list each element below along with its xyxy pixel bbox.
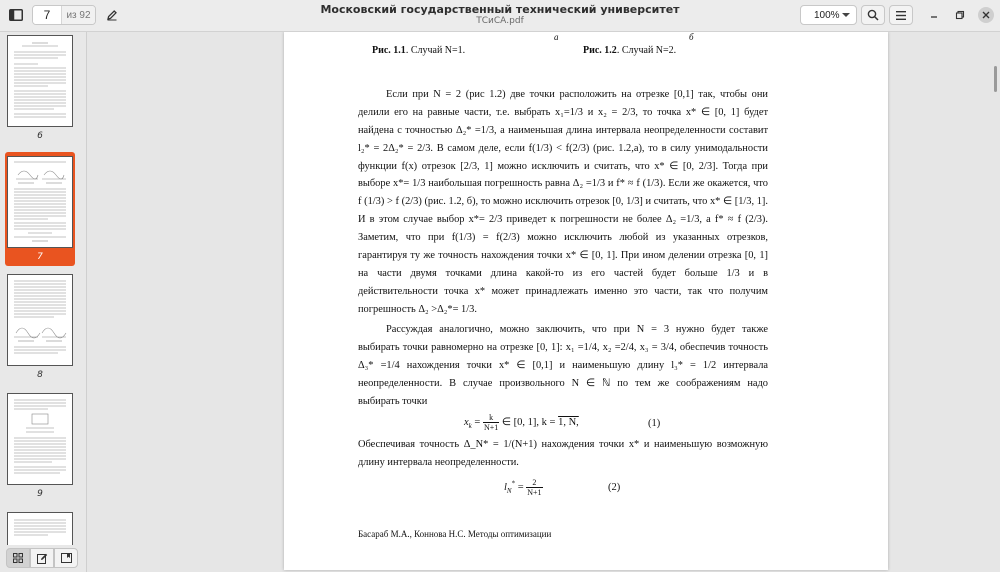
- vertical-scrollbar[interactable]: [994, 66, 997, 92]
- menu-button[interactable]: [889, 5, 913, 25]
- text-line: И в этом случае выбор x*= 2/3 приведет к погрешности не более Δ₂ =1/3, а f* ≈ f (2/3).: [358, 214, 768, 226]
- search-icon: [867, 9, 879, 21]
- hamburger-menu-icon: [896, 11, 906, 20]
- thumbnail-image: [7, 393, 73, 485]
- page-number-input[interactable]: [33, 6, 61, 24]
- eq2-den: N+1: [527, 488, 542, 497]
- caption-2-text: . Случай N=2.: [616, 45, 677, 56]
- zoom-select[interactable]: [800, 5, 857, 25]
- thumbnail-image: [7, 35, 73, 127]
- eq2-var: l: [504, 481, 507, 493]
- thumbnail-label: 9: [37, 489, 43, 499]
- thumbnail-label: 8: [37, 370, 43, 380]
- paragraph-3: [358, 436, 768, 472]
- equation-2-number: (2): [608, 482, 621, 493]
- maximize-icon: [955, 10, 965, 20]
- page-total-label: из 92: [61, 6, 95, 24]
- thumbnail-text-lines: [8, 157, 72, 247]
- grid-icon: [13, 553, 23, 563]
- text-line: выбирать точки: [358, 395, 428, 407]
- minimize-button[interactable]: [927, 8, 941, 22]
- eq2-sub: N: [506, 487, 512, 495]
- zoom-value: 100%: [814, 9, 840, 21]
- thumbnail-page-8[interactable]: [5, 273, 75, 385]
- eq2-num: 2: [526, 478, 542, 488]
- text-line: гарантируя ту же точность нахождения точки x* ∈ [0, 1]. При ином делении отрезка [0, 1]: [358, 250, 768, 262]
- text-line: действительности точка x* может принадлежать именно это части, так что получим: [358, 285, 768, 297]
- document-filename: ТСиСА.pdf: [476, 16, 524, 26]
- sidebar-toolbar: [0, 545, 86, 572]
- caption-2-number: Рис. 1.2: [583, 45, 617, 56]
- caption-1-text: . Случай N=1.: [405, 45, 466, 56]
- figure-label-a: а: [554, 32, 559, 42]
- window-title: [300, 3, 700, 27]
- eq2-fraction: [526, 478, 542, 497]
- document-view[interactable]: [87, 32, 1000, 572]
- text-line: выборе x*= 1/3 наибольшая погрешность равна Δ₂ =1/3 и f* ≈ f (1/3). Если же окажется, что: [358, 178, 768, 190]
- text-line: на части двумя точками длина какой-то из его частей будет больше 1/3 и в: [358, 267, 768, 279]
- text-line: длину интервала неопределенности.: [358, 456, 519, 468]
- eq1-den: N+1: [483, 423, 499, 432]
- text-line: f (1/3) > f (2/3) (рис. 1.2, б), то можно исключить отрезок [0, 1/3] и считать, что x* ∈ [1/3, 1].: [358, 196, 768, 208]
- pencil-icon: [106, 9, 118, 21]
- paragraph-2: [358, 321, 768, 410]
- eq1-var: x: [464, 416, 469, 428]
- eq1-fraction: [483, 413, 499, 432]
- thumbnail-text-lines: [8, 275, 72, 365]
- text-line: делили его на равные части, т.е. выбрать x₁=1/3 и x₂ = 2/3, то точка x* ∈ [0, 1] будет: [358, 106, 768, 118]
- thumbnail-label: 7: [37, 252, 43, 262]
- chevron-down-icon: [842, 13, 850, 17]
- page-footer: Басараб М.А., Коннова Н.С. Методы оптимизации: [358, 529, 552, 539]
- thumbnail-image: [7, 156, 73, 248]
- caption-1-number: Рис. 1.1: [372, 45, 406, 56]
- thumbnails-view-button[interactable]: [6, 548, 30, 568]
- text-line: Заметим, что при f(1/3) = f(2/3) можно исключить любой из указанных отрезков,: [358, 232, 768, 244]
- equation-1-number: (1): [648, 418, 661, 429]
- search-button[interactable]: [861, 5, 885, 25]
- thumbnail-label: 6: [37, 131, 43, 141]
- text-line: Рассуждая аналогично, можно заключить, что при N = 3 нужно будет также: [386, 324, 768, 335]
- sidebar-icon: [9, 9, 23, 21]
- page-number-box: [32, 5, 96, 25]
- text-line: Если при N = 2 (рис 1.2) две точки расположить на отрезке [0,1] так, чтобы они: [386, 89, 768, 100]
- text-line: неопределенности. В случае произвольного N ∈ ℕ по тем же соображениям надо: [358, 377, 768, 389]
- thumbnail-text-lines: [8, 394, 72, 484]
- thumbnail-page-6[interactable]: [5, 33, 75, 145]
- minimize-icon: [929, 10, 939, 20]
- edit-icon: [37, 553, 48, 564]
- figure-caption-1: [372, 45, 465, 56]
- equation-2: [504, 478, 543, 497]
- sidebar-toggle-button[interactable]: [5, 5, 27, 25]
- eq1-eq: =: [471, 416, 483, 428]
- text-line: выбирать точки равномерно на отрезке [0, 1]: x₁ =1/4, x₂ =2/4, x₃ = 3/4, обеспечив точность: [358, 341, 768, 353]
- text-line: погрешность Δ₂ >Δ₂*= 1/3.: [358, 303, 477, 315]
- eq1-num: k: [483, 413, 499, 423]
- bookmark-icon: [61, 553, 72, 563]
- bookmarks-view-button[interactable]: [54, 548, 78, 568]
- eq2-eq: =: [515, 481, 527, 493]
- paragraph-1: [358, 86, 768, 319]
- text-line: Обеспечивая точность Δ_N* = 1/(N+1) нахождения точки x* и наименьшую возможную: [358, 439, 768, 450]
- equation-1: [464, 413, 579, 432]
- document-title: Московский государственный технический университет: [320, 3, 680, 16]
- document-page: [284, 32, 888, 570]
- text-line: найдена с точностью Δ₂* =1/3, а наименьшая длина интервала неопределенности составит: [358, 124, 768, 136]
- annotate-button[interactable]: [101, 5, 123, 25]
- text-line: l₂* = 2Δ₂* = 2/3. В самом деле, если f(1/3) < f(2/3) (рис. 1.2,а), то в силу унимодальности: [358, 142, 768, 154]
- eq1-rest: ∈ [0, 1], k =: [499, 416, 559, 428]
- close-button[interactable]: [978, 7, 994, 23]
- thumbnail-page-9[interactable]: [5, 392, 75, 504]
- text-line: функции f(x) отрезок [2/3, 1] можно исключить и считать, что x* ∈ [0, 2/3]. Тогда при: [358, 160, 768, 172]
- figure-caption-2: [583, 45, 676, 56]
- close-icon: [982, 11, 990, 19]
- header-bar: [0, 0, 1000, 32]
- thumbnail-sidebar: [0, 32, 87, 572]
- figure-label-b: б: [689, 32, 694, 42]
- maximize-button[interactable]: [953, 8, 967, 22]
- eq2-sup: *: [511, 479, 516, 488]
- eq1-range: 1, N,: [558, 416, 579, 428]
- annotations-view-button[interactable]: [30, 548, 54, 568]
- eq1-sub: k: [468, 422, 472, 430]
- thumbnail-image: [7, 274, 73, 366]
- thumbnail-page-7[interactable]: [5, 152, 75, 266]
- thumbnail-text-lines: [8, 36, 72, 126]
- text-line: Δ₃* =1/4 нахождения точки x* ∈ [0,1] и наименьшую длину l₃* = 1/2 интервала: [358, 359, 768, 371]
